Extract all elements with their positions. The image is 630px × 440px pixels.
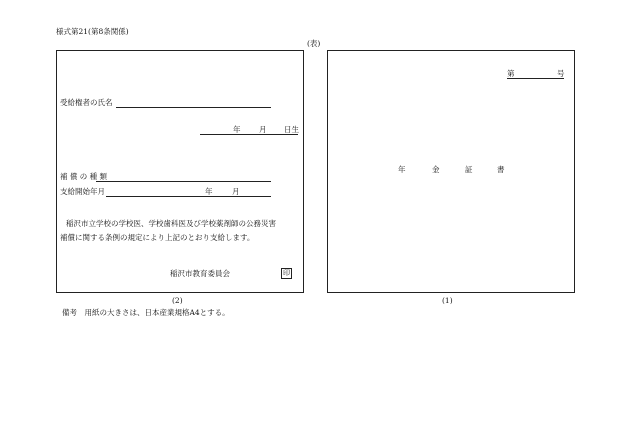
compensation-type-line — [96, 181, 271, 182]
compensation-type-label: 補 償 の 種 類 — [60, 172, 108, 181]
birth-month-label: 月 — [259, 125, 267, 134]
left-panel-number: (2) — [172, 296, 183, 305]
right-panel — [327, 50, 575, 293]
payment-month-label: 月 — [232, 187, 240, 196]
right-panel-number: (1) — [442, 296, 453, 305]
seal-box: 印 — [283, 269, 290, 277]
remark-text: 備考 用紙の大きさは、日本産業規格A4とする。 — [62, 308, 230, 317]
number-suffix: 号 — [557, 69, 565, 78]
form-id-label: 様式第21(第8条関係) — [56, 27, 129, 36]
title-char-3: 証 — [465, 165, 473, 174]
issuer-label: 稲沢市教育委員会 — [170, 269, 230, 278]
number-prefix: 第 — [507, 69, 515, 78]
body-line-1: 稲沢市立学校の学校医、学校歯科医及び学校薬剤師の公務災害 — [66, 219, 276, 228]
title-char-4: 書 — [497, 165, 505, 174]
recipient-name-label: 受給権者の氏名 — [60, 98, 113, 107]
payment-start-line — [106, 196, 271, 197]
title-char-1: 年 — [398, 165, 406, 174]
number-line — [507, 78, 564, 79]
body-line-2: 補償に関する条例の規定により上記のとおり支給します。 — [60, 233, 255, 242]
side-label: (表) — [307, 39, 321, 48]
birth-day-label: 日生 — [284, 125, 299, 134]
birth-date-line — [200, 134, 298, 135]
birth-year-label: 年 — [233, 125, 241, 134]
title-char-2: 金 — [432, 165, 440, 174]
recipient-name-line — [116, 107, 271, 108]
payment-year-label: 年 — [205, 187, 213, 196]
payment-start-label: 支給開始年月 — [60, 187, 105, 196]
